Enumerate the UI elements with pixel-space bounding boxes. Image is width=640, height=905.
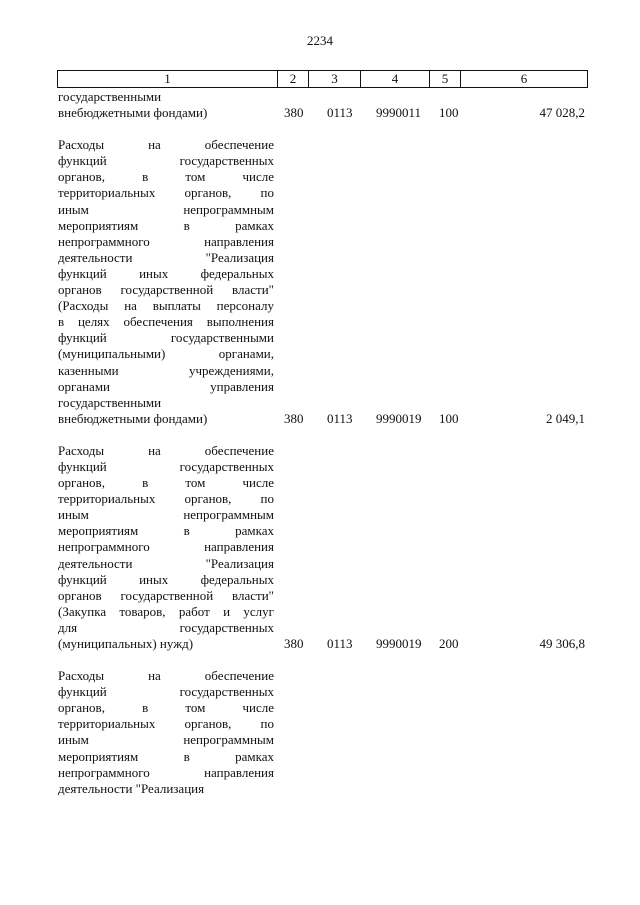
row-code-expense-type: 100 [439, 105, 459, 121]
description-line: мероприятиям в рамках [58, 217, 274, 233]
description-line: территориальных органов, по [58, 185, 274, 201]
description-line: (Расходы на выплаты персоналу [58, 298, 274, 314]
table-row [58, 137, 598, 427]
description-line: в целях обеспечения выполнения [58, 314, 274, 330]
description-line: государственными [58, 89, 162, 104]
description-line: для государственных [58, 619, 274, 635]
row-code-expense-type: 200 [439, 636, 459, 651]
description-line: территориальных органов, по [58, 716, 274, 732]
description-line: внебюджетными фондами) [58, 105, 208, 121]
column-header-3: 3 [309, 71, 361, 88]
description-line: органов государственной власти" [58, 587, 274, 603]
description-line: непрограммного направления [58, 764, 274, 780]
row-description [58, 443, 274, 652]
table-row [58, 668, 598, 797]
description-line: (муниципальными) органами, [58, 346, 274, 362]
description-line: непрограммного направления [58, 539, 274, 555]
description-line: деятельности "Реализация [58, 555, 274, 571]
row-amount: 2 049,1 [546, 410, 585, 426]
row-code-expense-type: 100 [439, 410, 459, 426]
description-line: внебюджетными фондами) [58, 410, 208, 426]
description-line: иным непрограммным [58, 201, 274, 217]
description-line: территориальных органов, по [58, 491, 274, 507]
description-line: государственными [58, 394, 162, 410]
table-row [58, 443, 598, 652]
row-description [58, 137, 274, 427]
column-header-5: 5 [430, 71, 461, 88]
description-line: функций иных федеральных [58, 265, 274, 281]
row-code-target: 9990019 [376, 410, 422, 426]
row-values [58, 105, 598, 121]
description-line: Расходы на обеспечение [58, 137, 274, 153]
row-code-section: 0113 [327, 105, 353, 121]
column-header-1: 1 [58, 71, 278, 88]
row-code-target: 9990011 [376, 105, 422, 121]
description-line: иным непрограммным [58, 732, 274, 748]
description-line: мероприятиям в рамках [58, 523, 274, 539]
description-line: функций государственных [58, 153, 274, 169]
description-line: (муниципальных) нужд) [58, 636, 194, 651]
column-header-4: 4 [361, 71, 430, 88]
description-line: непрограммного направления [58, 233, 274, 249]
description-line: органов, в том числе [58, 700, 274, 716]
description-line: Расходы на обеспечение [58, 442, 274, 458]
row-values [58, 411, 598, 427]
description-line: органов государственной власти" [58, 282, 274, 298]
description-line: органами управления [58, 378, 274, 394]
description-line: иным непрограммным [58, 507, 274, 523]
row-code-target: 9990019 [376, 636, 422, 651]
row-amount: 49 306,8 [539, 636, 585, 651]
description-line: функций государственных [58, 684, 274, 700]
row-code-section: 0113 [327, 636, 353, 651]
description-line: деятельности "Реализация [58, 249, 274, 265]
description-line: органов, в том числе [58, 475, 274, 491]
column-header-row [58, 71, 588, 88]
column-header-2: 2 [278, 71, 309, 88]
row-values [58, 636, 598, 652]
description-line: органов, в том числе [58, 169, 274, 185]
description-line: мероприятиям в рамках [58, 748, 274, 764]
row-code-ministry: 380 [284, 636, 304, 651]
page-number: 2234 [307, 33, 333, 48]
row-code-section: 0113 [327, 410, 353, 426]
description-line: казенными учреждениями, [58, 362, 274, 378]
table-row [58, 89, 598, 121]
description-line: (Закупка товаров, работ и услуг [58, 603, 274, 619]
description-line: деятельности "Реализация [58, 780, 205, 796]
row-description [58, 668, 274, 797]
row-code-ministry: 380 [284, 410, 304, 426]
table-body [58, 89, 598, 813]
description-line: функций иных федеральных [58, 571, 274, 587]
description-line: функций государственными [58, 330, 274, 346]
row-amount: 47 028,2 [539, 105, 585, 121]
description-line: Расходы на обеспечение [58, 668, 274, 684]
row-code-ministry: 380 [284, 105, 304, 121]
description-line: функций государственных [58, 458, 274, 474]
column-header-6: 6 [461, 71, 588, 88]
row-values [58, 781, 598, 797]
column-header-table [57, 70, 588, 88]
